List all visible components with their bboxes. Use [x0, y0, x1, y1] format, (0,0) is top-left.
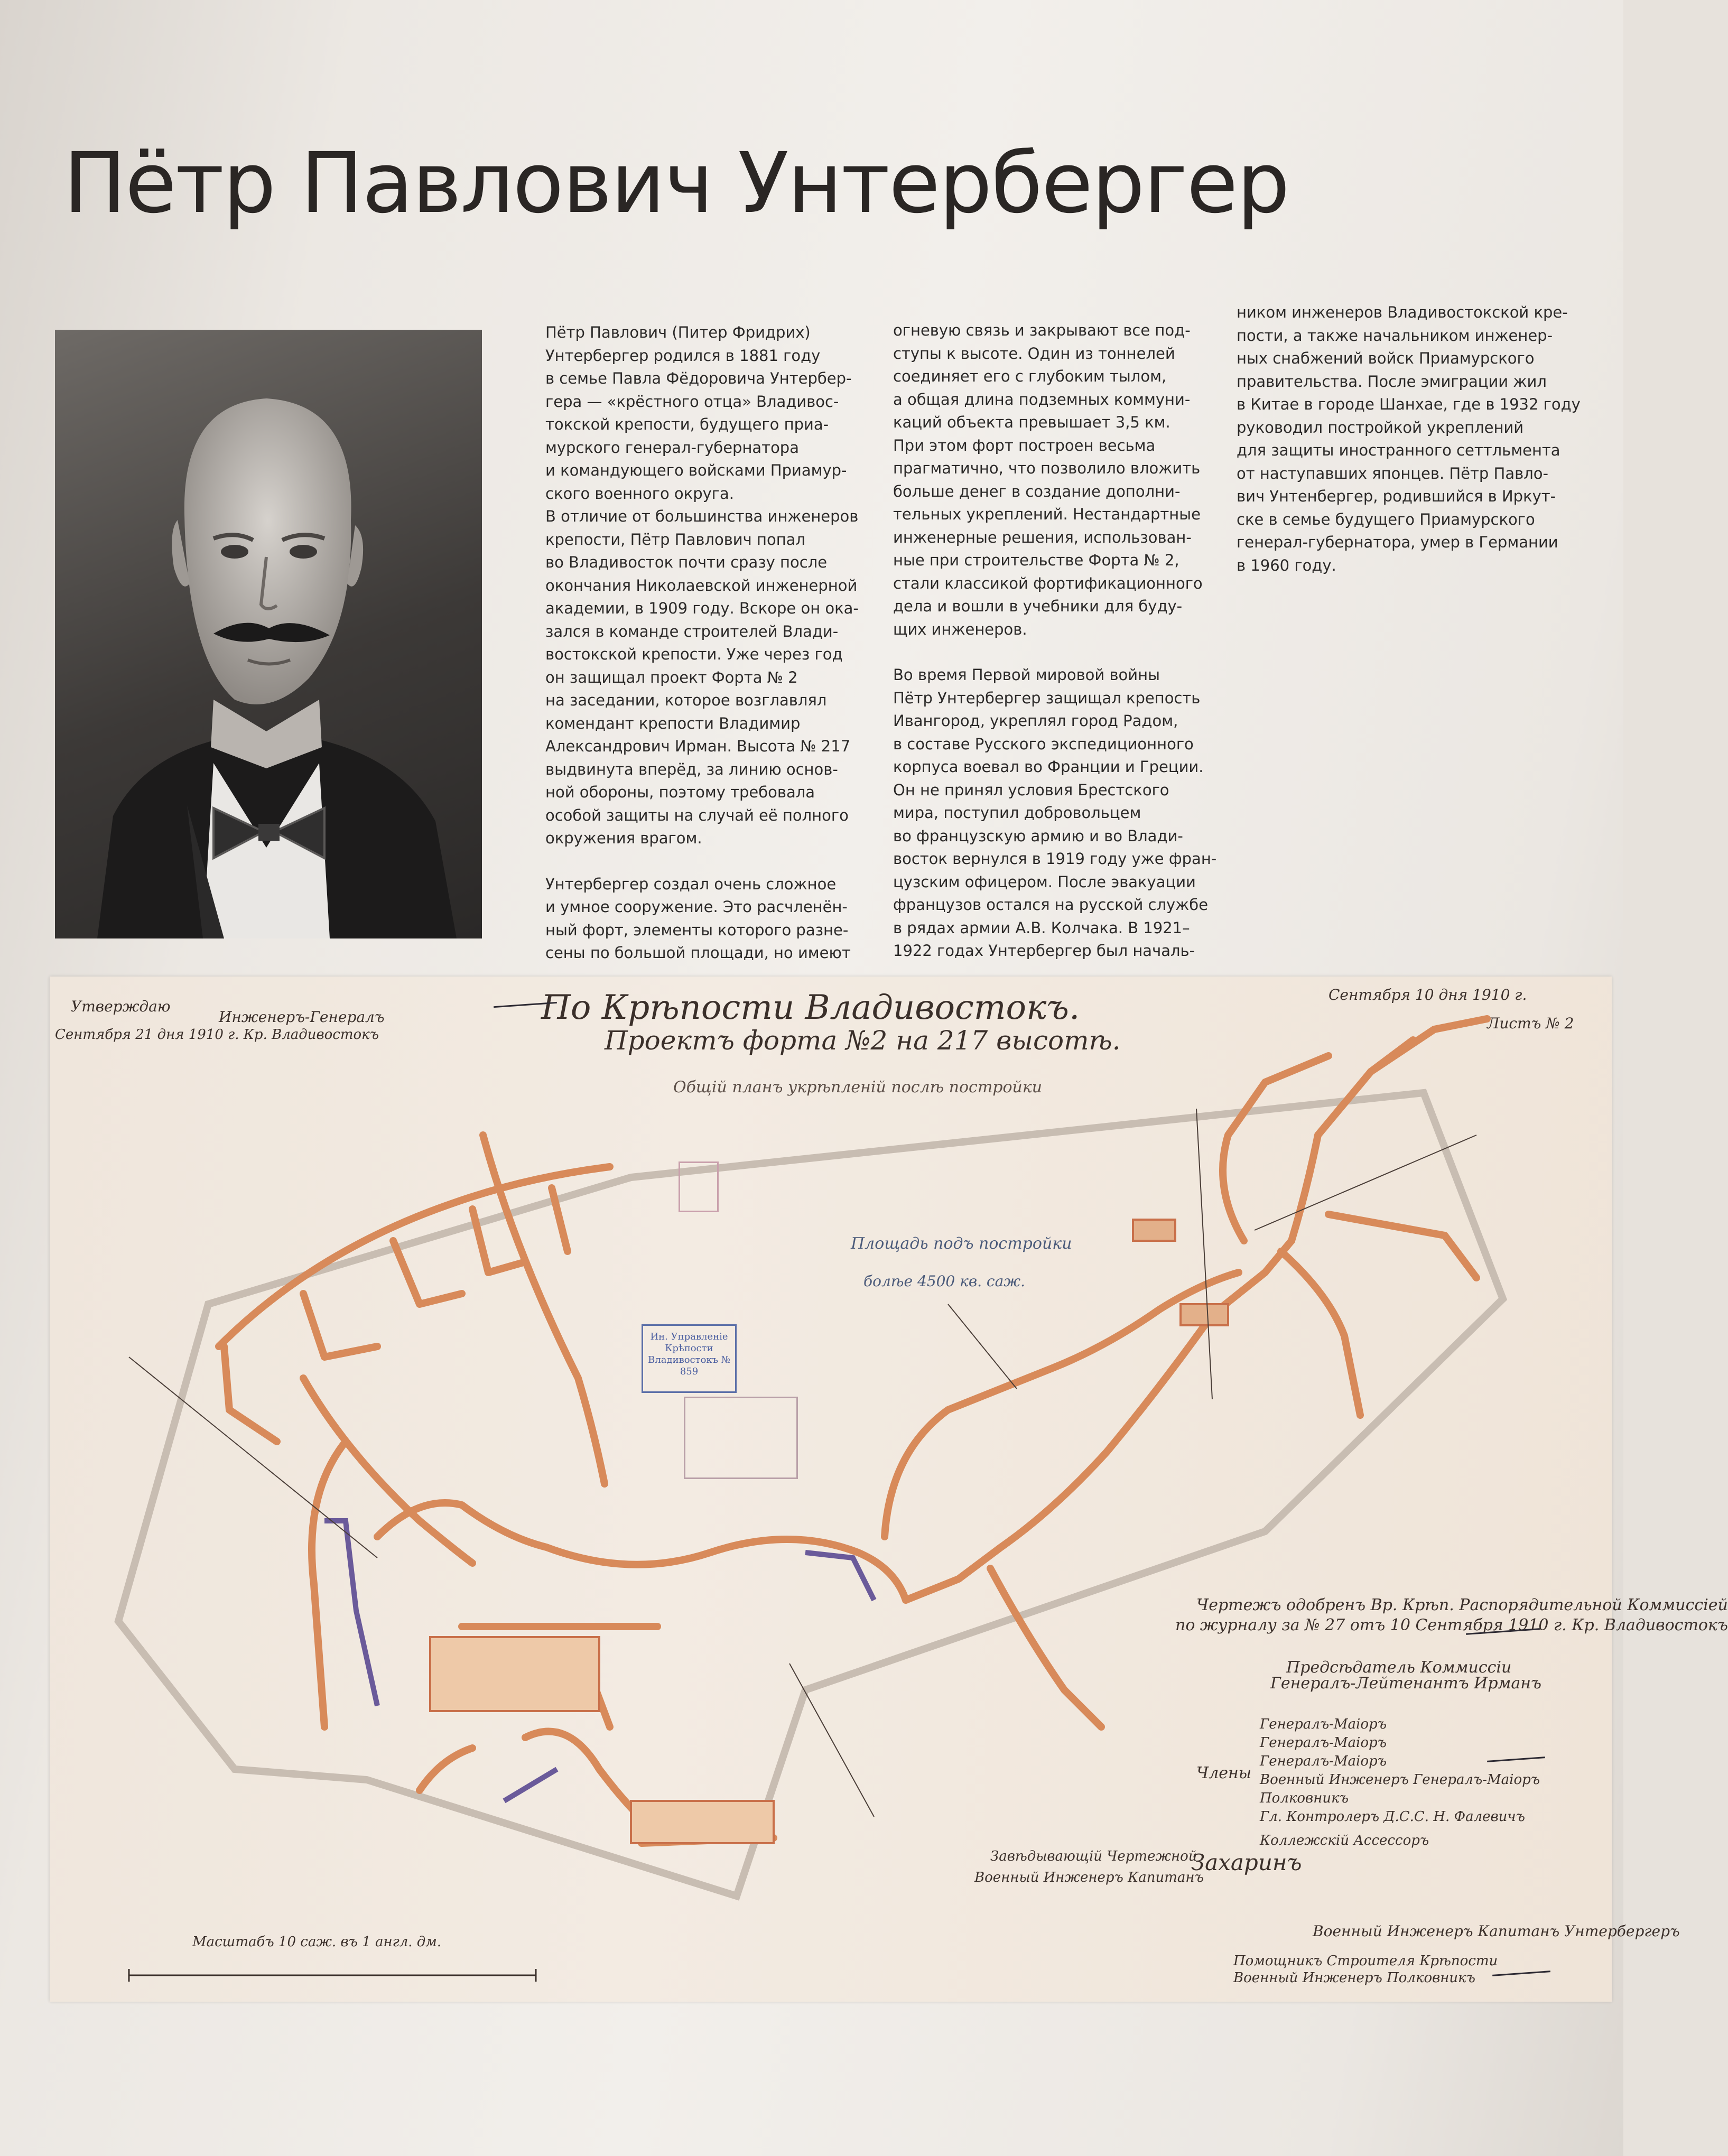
text-line: зался в команде строителей Влади- — [545, 622, 839, 640]
area-note-1: Площадь подъ постройки — [851, 1234, 1072, 1253]
text-line: Во время Первой мировой войны — [893, 666, 1160, 684]
text-line: инженерные решения, использован- — [893, 528, 1192, 546]
text-line: ского военного округа. — [545, 484, 734, 503]
text-line: корпуса воевал во Франции и Греции. — [893, 758, 1204, 776]
text-line: Унтербергер создал очень сложное — [545, 875, 837, 893]
text-line: а общая длина подземных коммуни- — [893, 390, 1191, 408]
archive-stamp: Ин. Управленіе Крѣпости Владивостокъ № 859 — [642, 1324, 737, 1393]
text-line: комендант крепости Владимир — [545, 714, 801, 732]
text-line: огневую связь и закрывают все под- — [893, 321, 1191, 339]
text-line: При этом форт построен весьма — [893, 436, 1156, 454]
text-line: каций объекта превышает 3,5 км. — [893, 413, 1170, 431]
page-title: Пётр Павлович Унтербергер — [63, 135, 1289, 232]
text-line: руководил постройкой укреплений — [1237, 418, 1524, 436]
text-line: востокской крепости. Уже через год — [545, 645, 843, 663]
text-line: окончания Николаевской инженерной — [545, 576, 858, 594]
approval-line-1: Чертежъ одобренъ Вр. Крѣп. Распорядительной Коммиссіей — [1196, 1596, 1728, 1614]
map-header-left-3: Сентября 21 дня 1910 г. Кр. Владивостокъ — [55, 1027, 379, 1043]
builder-line-1: Помощникъ Строителя Крѣпости — [1233, 1953, 1498, 1969]
portrait-photo — [55, 330, 482, 938]
member-line: Генералъ-Маіоръ — [1260, 1735, 1387, 1751]
text-line: ных снабжений войск Приамурского — [1237, 349, 1535, 367]
text-line: мурского генерал-губернатора — [545, 438, 799, 457]
text-line: во французскую армию и во Влади- — [893, 826, 1183, 845]
text-line: 1922 годах Унтербергер был началь- — [893, 942, 1195, 960]
text-line: в рядах армии А.В. Колчака. В 1921– — [893, 918, 1190, 937]
text-column-3 — [1237, 301, 1581, 577]
text-line: и командующего войсками Приамур- — [545, 461, 847, 479]
text-line: от наступавших японцев. Пётр Павло- — [1237, 464, 1548, 482]
text-column-1 — [545, 321, 859, 965]
text-line: академии, в 1909 году. Вскоре он ока- — [545, 599, 859, 617]
member-line: Генералъ-Маіоръ — [1260, 1716, 1387, 1732]
text-line: вич Унтенбергер, родившийся в Иркут- — [1237, 487, 1556, 505]
text-line: в составе Русского экспедиционного — [893, 735, 1194, 753]
text-line: цузским офицером. После эвакуации — [893, 872, 1196, 891]
text-line: ником инженеров Владивостокской кре- — [1237, 303, 1568, 321]
text-line: он защищал проект Форта № 2 — [545, 668, 798, 686]
area-note-2: болѣе 4500 кв. саж. — [863, 1272, 1026, 1290]
text-line: В отличие от большинства инженеров — [545, 507, 859, 525]
text-line: стали классикой фортификационного — [893, 574, 1203, 592]
text-line: Унтербергер родился в 1881 году — [545, 346, 821, 365]
member-line: Гл. Контролеръ Д.С.С. Н. Фалевичъ — [1260, 1809, 1525, 1825]
scale-bar — [129, 1969, 536, 1982]
text-line: во Владивосток почти сразу после — [545, 553, 828, 571]
portrait-figure — [55, 330, 482, 938]
text-line: дела и вошли в учебники для буду- — [893, 597, 1183, 615]
text-line: Он не принял условия Брестского — [893, 780, 1169, 799]
member-line: Коллежскій Ассессоръ — [1260, 1833, 1429, 1848]
member-line: Военный Инженеръ Генералъ-Маіоръ — [1260, 1772, 1540, 1788]
text-line: Пётр Павлович (Питер Фридрих) — [545, 323, 811, 341]
scale-label: Масштабъ 10 саж. въ 1 англ. дм. — [192, 1934, 442, 1950]
map-title: По Крѣпости Владивостокъ. — [541, 988, 1080, 1027]
text-line: Пётр Унтербергер защищал крепость — [893, 689, 1201, 707]
text-line: ный форт, элементы которого разне- — [545, 921, 849, 939]
approval-line-2: по журналу за № 27 отъ 10 Сентября 1910 г. Кр. Владивостокъ — [1175, 1616, 1728, 1634]
text-line: тельных укреплений. Нестандартные — [893, 505, 1201, 523]
text-line: в Китае в городе Шанхае, где в 1932 году — [1237, 395, 1581, 413]
text-line: французов остался на русской службе — [893, 896, 1209, 914]
text-line: крепости, Пётр Павлович попал — [545, 530, 805, 549]
map-header-right-1: Сентября 10 дня 1910 г. — [1328, 986, 1527, 1003]
text-line: восток вернулся в 1919 году уже фран- — [893, 850, 1217, 868]
text-line: щих инженеров. — [893, 620, 1027, 638]
text-line: прагматично, что позволило вложить — [893, 459, 1201, 477]
text-line: на заседании, которое возглавлял — [545, 691, 827, 709]
fort-plan-drawing — [50, 977, 1728, 2002]
text-line: токской крепости, будущего приа- — [545, 415, 829, 433]
text-column-2 — [893, 319, 1216, 963]
map-caption: Общій планъ укрѣпленій послѣ постройки — [673, 1078, 1043, 1096]
text-line: в семье Павла Фёдоровича Унтербер- — [545, 369, 852, 387]
text-line: особой защиты на случай её полного — [545, 806, 849, 824]
map-header-left-1: Утверждаю — [71, 998, 171, 1015]
map-subtitle: Проектъ форта №2 на 217 высотѣ. — [605, 1025, 1121, 1056]
text-line: мира, поступил добровольцем — [893, 804, 1141, 822]
text-line: и умное сооружение. Это расчленён- — [545, 898, 848, 916]
members-label: Члены — [1196, 1764, 1252, 1782]
text-line: генерал-губернатора, умер в Германии — [1237, 533, 1558, 551]
text-line: ске в семье будущего Приамурского — [1237, 510, 1535, 528]
text-line: правительства. После эмиграции жил — [1237, 372, 1547, 391]
builder-line-2: Военный Инженеръ Полковникъ — [1233, 1970, 1475, 1986]
text-line: Ивангород, укреплял город Радом, — [893, 712, 1178, 730]
small-stamp — [679, 1161, 719, 1212]
member-line: Полковникъ — [1260, 1790, 1349, 1806]
text-line: соединяет его с глубоким тылом, — [893, 367, 1167, 385]
drafting-signature: Захаринъ — [1191, 1850, 1302, 1875]
text-line: для защиты иностранного сеттльмента — [1237, 441, 1560, 459]
text-line: ные при строительстве Форта № 2, — [893, 551, 1179, 569]
drafting-line-1: Завѣдывающій Чертежной — [990, 1848, 1197, 1864]
approval-line-4: Генералъ-Лейтенантъ Ирманъ — [1270, 1674, 1542, 1693]
drafting-line-2: Военный Инженеръ Капитанъ — [974, 1870, 1204, 1885]
text-line: сены по большой площади, но имеют — [545, 944, 851, 962]
text-line: больше денег в создание дополни- — [893, 482, 1181, 500]
text-line: окружения врагом. — [545, 829, 702, 847]
text-line: ступы к высоте. Один из тоннелей — [893, 344, 1175, 363]
text-line: ной обороны, поэтому требовала — [545, 783, 815, 801]
approval-line-3: Предсѣдатель Коммиссіи — [1286, 1658, 1512, 1677]
text-line: гера — «крёстного отца» Владивос- — [545, 392, 839, 411]
text-line: пости, а также начальником инженер- — [1237, 326, 1553, 345]
map-header-left-2: Инженеръ-Генералъ — [219, 1008, 385, 1026]
text-line: выдвинута вперёд, за линию основ- — [545, 760, 838, 778]
faded-stamp — [684, 1397, 798, 1479]
text-line: Александрович Ирман. Высота № 217 — [545, 737, 851, 755]
map-header-right-2: Листъ № 2 — [1487, 1015, 1574, 1032]
text-line: в 1960 году. — [1237, 556, 1336, 574]
member-line: Генералъ-Маіоръ — [1260, 1753, 1387, 1769]
engineer-line: Военный Инженеръ Капитанъ Унтербергеръ — [1313, 1922, 1680, 1940]
